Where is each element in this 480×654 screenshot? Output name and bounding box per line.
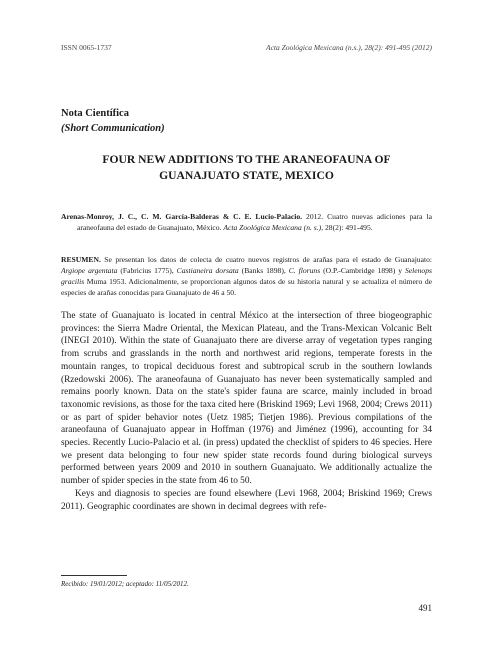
resumen-text: Muma 1953. Adicionalmente, se proporcionan algunos datos de su historia natural y se actualiza el número de especies de arañas conocidas para Guanajuato de 46 a 50. [61, 277, 432, 297]
citation-pages: 28(2): 491-495. [323, 223, 373, 232]
resumen-text: Se presentan los datos de colecta de cuatro nuevos registros de arañas para el estado de Guanajuato: [100, 255, 432, 264]
paragraph-2: Keys and diagnosis to species are found elsewhere (Levi 1968, 2004; Briskind 1969; Crews 2011). Geographic coordinates are shown in decimal degrees with refe- [61, 488, 432, 512]
resumen-label: RESUMEN. [61, 255, 101, 264]
page-number: 491 [418, 603, 432, 613]
body-text [61, 310, 432, 513]
citation-authors: Arenas-Monroy, J. C., C. M. García-Balderas & C. E. Lucio-Palacio. [61, 212, 303, 221]
section-label: Nota Científica [61, 108, 129, 119]
citation-journal: Acta Zoológica Mexicana (n. s.), [223, 223, 324, 232]
species-name: Castianeira dorsata [176, 266, 239, 275]
resumen-text: (Fabricius 1775), [117, 266, 177, 275]
resumen [61, 254, 432, 298]
received-date: Recibido: 19/01/2012; aceptado: 11/05/2012. [61, 580, 189, 588]
article-title [61, 152, 432, 184]
resumen-text: (Banks 1898), [238, 266, 289, 275]
section-sublabel: (Short Communication) [61, 123, 165, 134]
citation-text: 2012. Cuatro nuevas adiciones para la araneofauna del estado de Guanajuato, México. [77, 212, 432, 232]
footnote-rule [61, 575, 127, 576]
issn: ISSN 0065-1737 [61, 43, 112, 52]
paragraph-1: The state of Guanajuato is located in central México at the intersection of three biogeographic provinces: the Sierra Madre Oriental, the Mexican Plateau, and the Trans-Mexican Volcanic Belt (INEGI 2010). Within the state of Guanajuato there are diverse array of vegetation types ranging from scrubs and grasslands in the north and northwest arid regions, temperate forests in the mountain ranges, to tropical deciduous forest and subtropical scrub in the southern lowlands (Rzedowski 2006). The araneofauna of Guanajuato has never been systematically sampled and remains poorly known. Data on the state's spider fauna are scarce, mainly included in broad taxonomic revisions, as those for the taxa cited here (Briskind 1969; Levi 1968, 2004; Crews 2011) or as part of spider behavior notes (Uetz 1985; Tietjen 1986). Previous compilations of the araneofauna of Guanajuato appear in Hoffman (1976) and Jiménez (1996), accounting for 34 species. Recently Lucio-Palacio et al. (in press) updated the checklist of spiders to 46 species. Here we present data belonging to four new spider state records found during biological surveys performed between years 2009 and 2010 in southern Guanajuato. We additionally actualize the number of spider species in the state from 46 to 50. [61, 311, 432, 487]
resumen-text: (O.P.-Cambridge 1898) y [320, 266, 405, 275]
journal-citation: Acta Zoológica Mexicana (n.s.), 28(2): 491-495 (2012) [265, 43, 432, 52]
species-name: Argiope argentata [61, 266, 118, 275]
citation [61, 211, 432, 233]
title-line-2: GUANAJUATO STATE, MEXICO [159, 169, 334, 182]
species-name: Selenops gracilis [61, 266, 432, 286]
title-line-1: FOUR NEW ADDITIONS TO THE ARANEOFAUNA OF [102, 153, 391, 166]
species-name: C. floruns [288, 266, 321, 275]
